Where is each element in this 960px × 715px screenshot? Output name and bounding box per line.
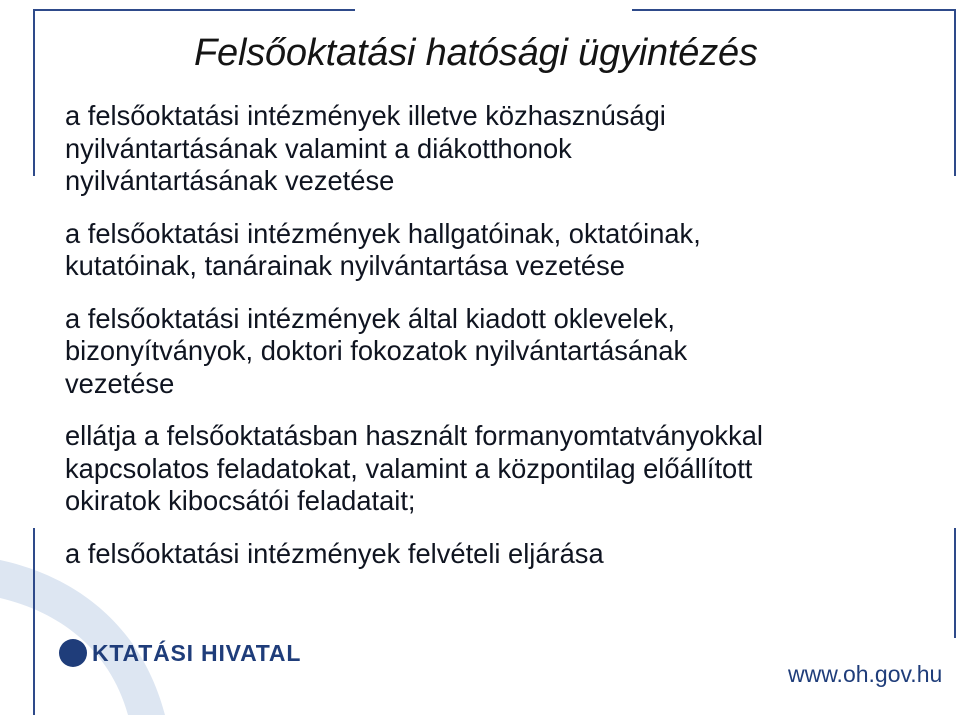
oktatasi-hivatal-logo xyxy=(59,638,301,668)
bullet-item: a felsőoktatási intézmények által kiadott oklevelek, bizonyítványok, doktori fokozatok nyilvántartásának vezetése xyxy=(65,302,688,399)
slide-title: Felsőoktatási hatósági ügyintézés xyxy=(194,32,758,74)
bullet-item: a felsőoktatási intézmények felvételi eljárása xyxy=(65,537,604,569)
bullet-item: ellátja a felsőoktatásban használt formanyomtatványokkal kapcsolatos feladatokat, valamint a központilag előállított okiratok kibocsátói feladatait; xyxy=(65,420,763,516)
frame-top-right-line xyxy=(632,9,956,11)
logo-text: KTATÁSI HIVATAL xyxy=(92,639,302,666)
frame-left-upper-line xyxy=(33,9,35,176)
website-url: www.oh.gov.hu xyxy=(788,661,943,687)
bullet-item: a felsőoktatási intézmények illetve közhasznúsági nyilvántartásának valamint a diákotthonok nyilvántartásának vezetése xyxy=(65,100,666,196)
frame-top-left-line xyxy=(33,9,355,11)
logo-circle-icon xyxy=(59,639,87,667)
frame-right-lower-line xyxy=(954,528,956,638)
bullet-item: a felsőoktatási intézmények hallgatóinak, oktatóinak, kutatóinak, tanárainak nyilvántartása vezetése xyxy=(65,217,701,281)
frame-right-upper-line xyxy=(954,9,956,176)
bullet-list xyxy=(65,100,935,570)
frame-left-lower-line xyxy=(33,528,35,715)
